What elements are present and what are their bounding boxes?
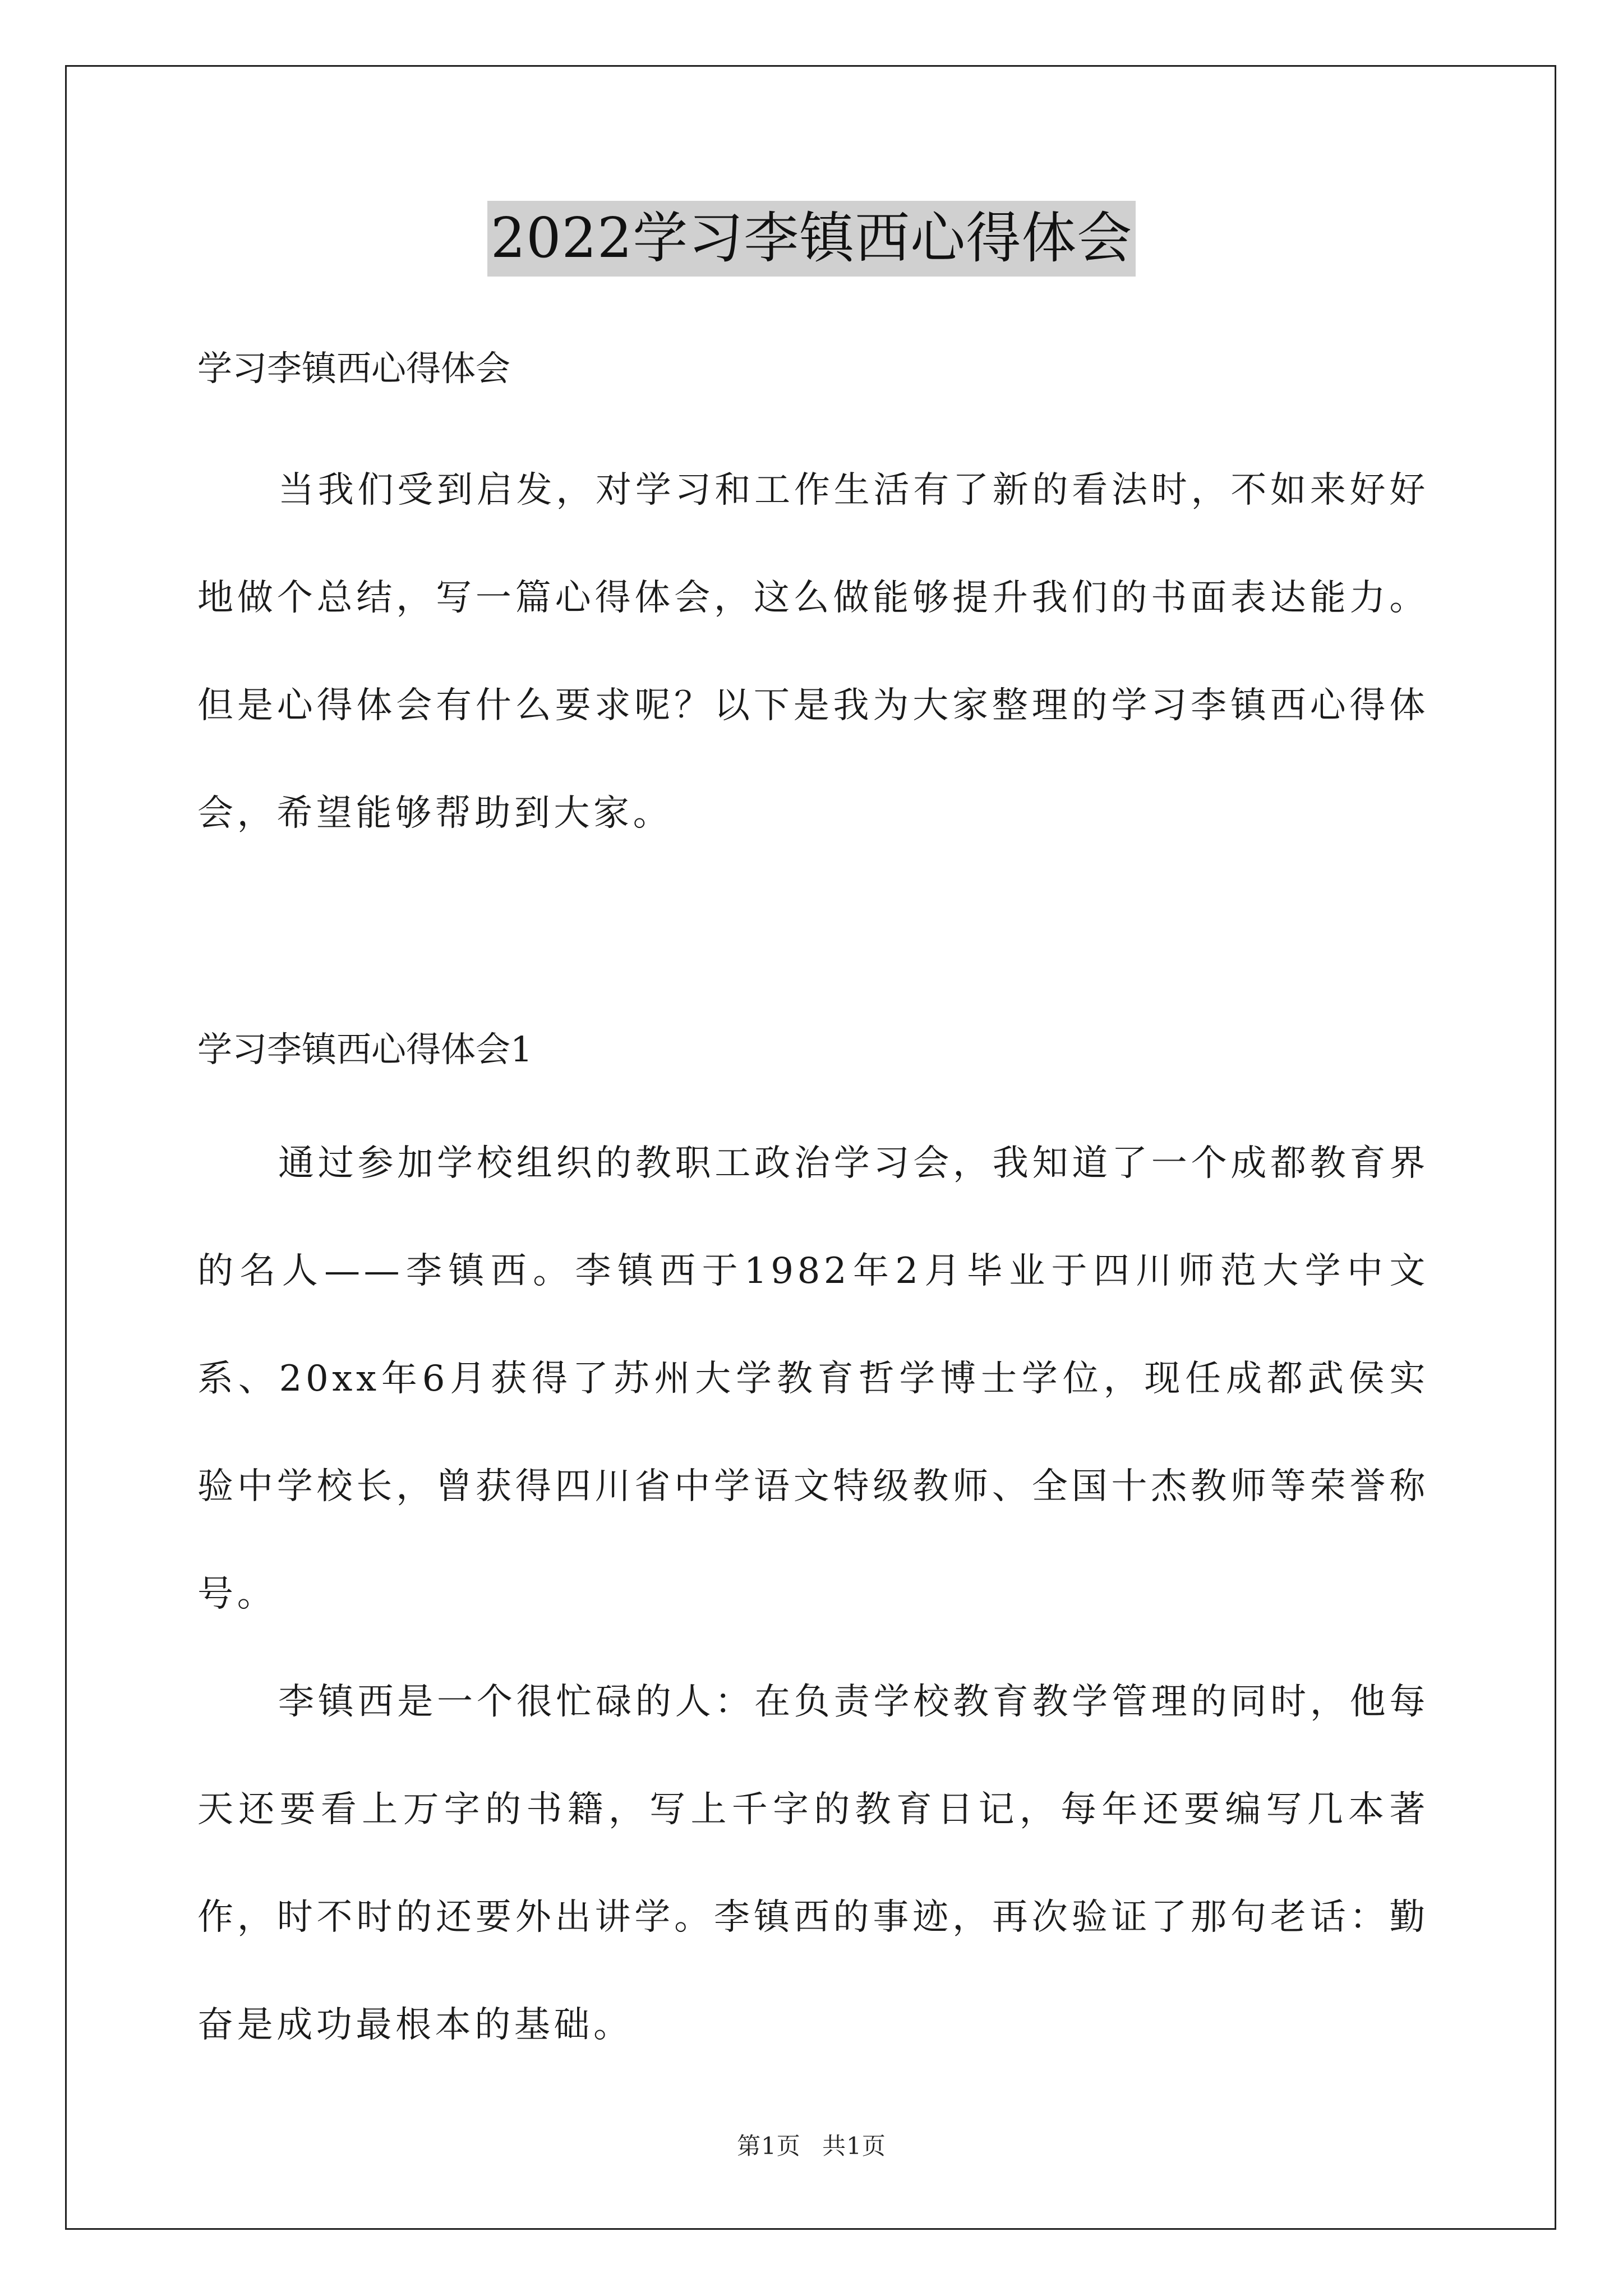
body-paragraph-2: 李镇西是一个很忙碌的人：在负责学校教育教学管理的同时，他每天还要看上万字的书籍，写上千字的教育日记，每年还要编写几本著作，时不时的还要外出讲学。李镇西的事迹，再次验证了那句老话：勤奋是成功最根本的基础。	[197, 1681, 1429, 2046]
page-number-total: 共1页	[822, 2132, 886, 2160]
page-footer	[0, 2129, 1623, 2163]
section-heading-1: 学习李镇西心得体会1	[197, 1029, 533, 1070]
body-paragraph-1: 通过参加学校组织的教职工政治学习会，我知道了一个成都教育界的名人——李镇西。李镇西于1982年2月毕业于四川师范大学中文系、20xx年6月获得了苏州大学教育哲学博士学位，现任成都武侯实验中学校长，曾获得四川省中学语文特级教师、全国十杰教师等荣誉称号。	[197, 1143, 1429, 1615]
page-number-current: 第1页	[737, 2132, 801, 2160]
document-title: 2022学习李镇西心得体会	[487, 201, 1136, 277]
section-heading-intro: 学习李镇西心得体会	[197, 348, 511, 389]
title-container	[0, 201, 1623, 277]
document-body	[197, 332, 1429, 2079]
intro-paragraph: 当我们受到启发，对学习和工作生活有了新的看法时，不如来好好地做个总结，写一篇心得体会，这么做能够提升我们的书面表达能力。但是心得体会有什么要求呢？以下是我为大家整理的学习李镇西心得体会，希望能够帮助到大家。	[197, 470, 1429, 834]
